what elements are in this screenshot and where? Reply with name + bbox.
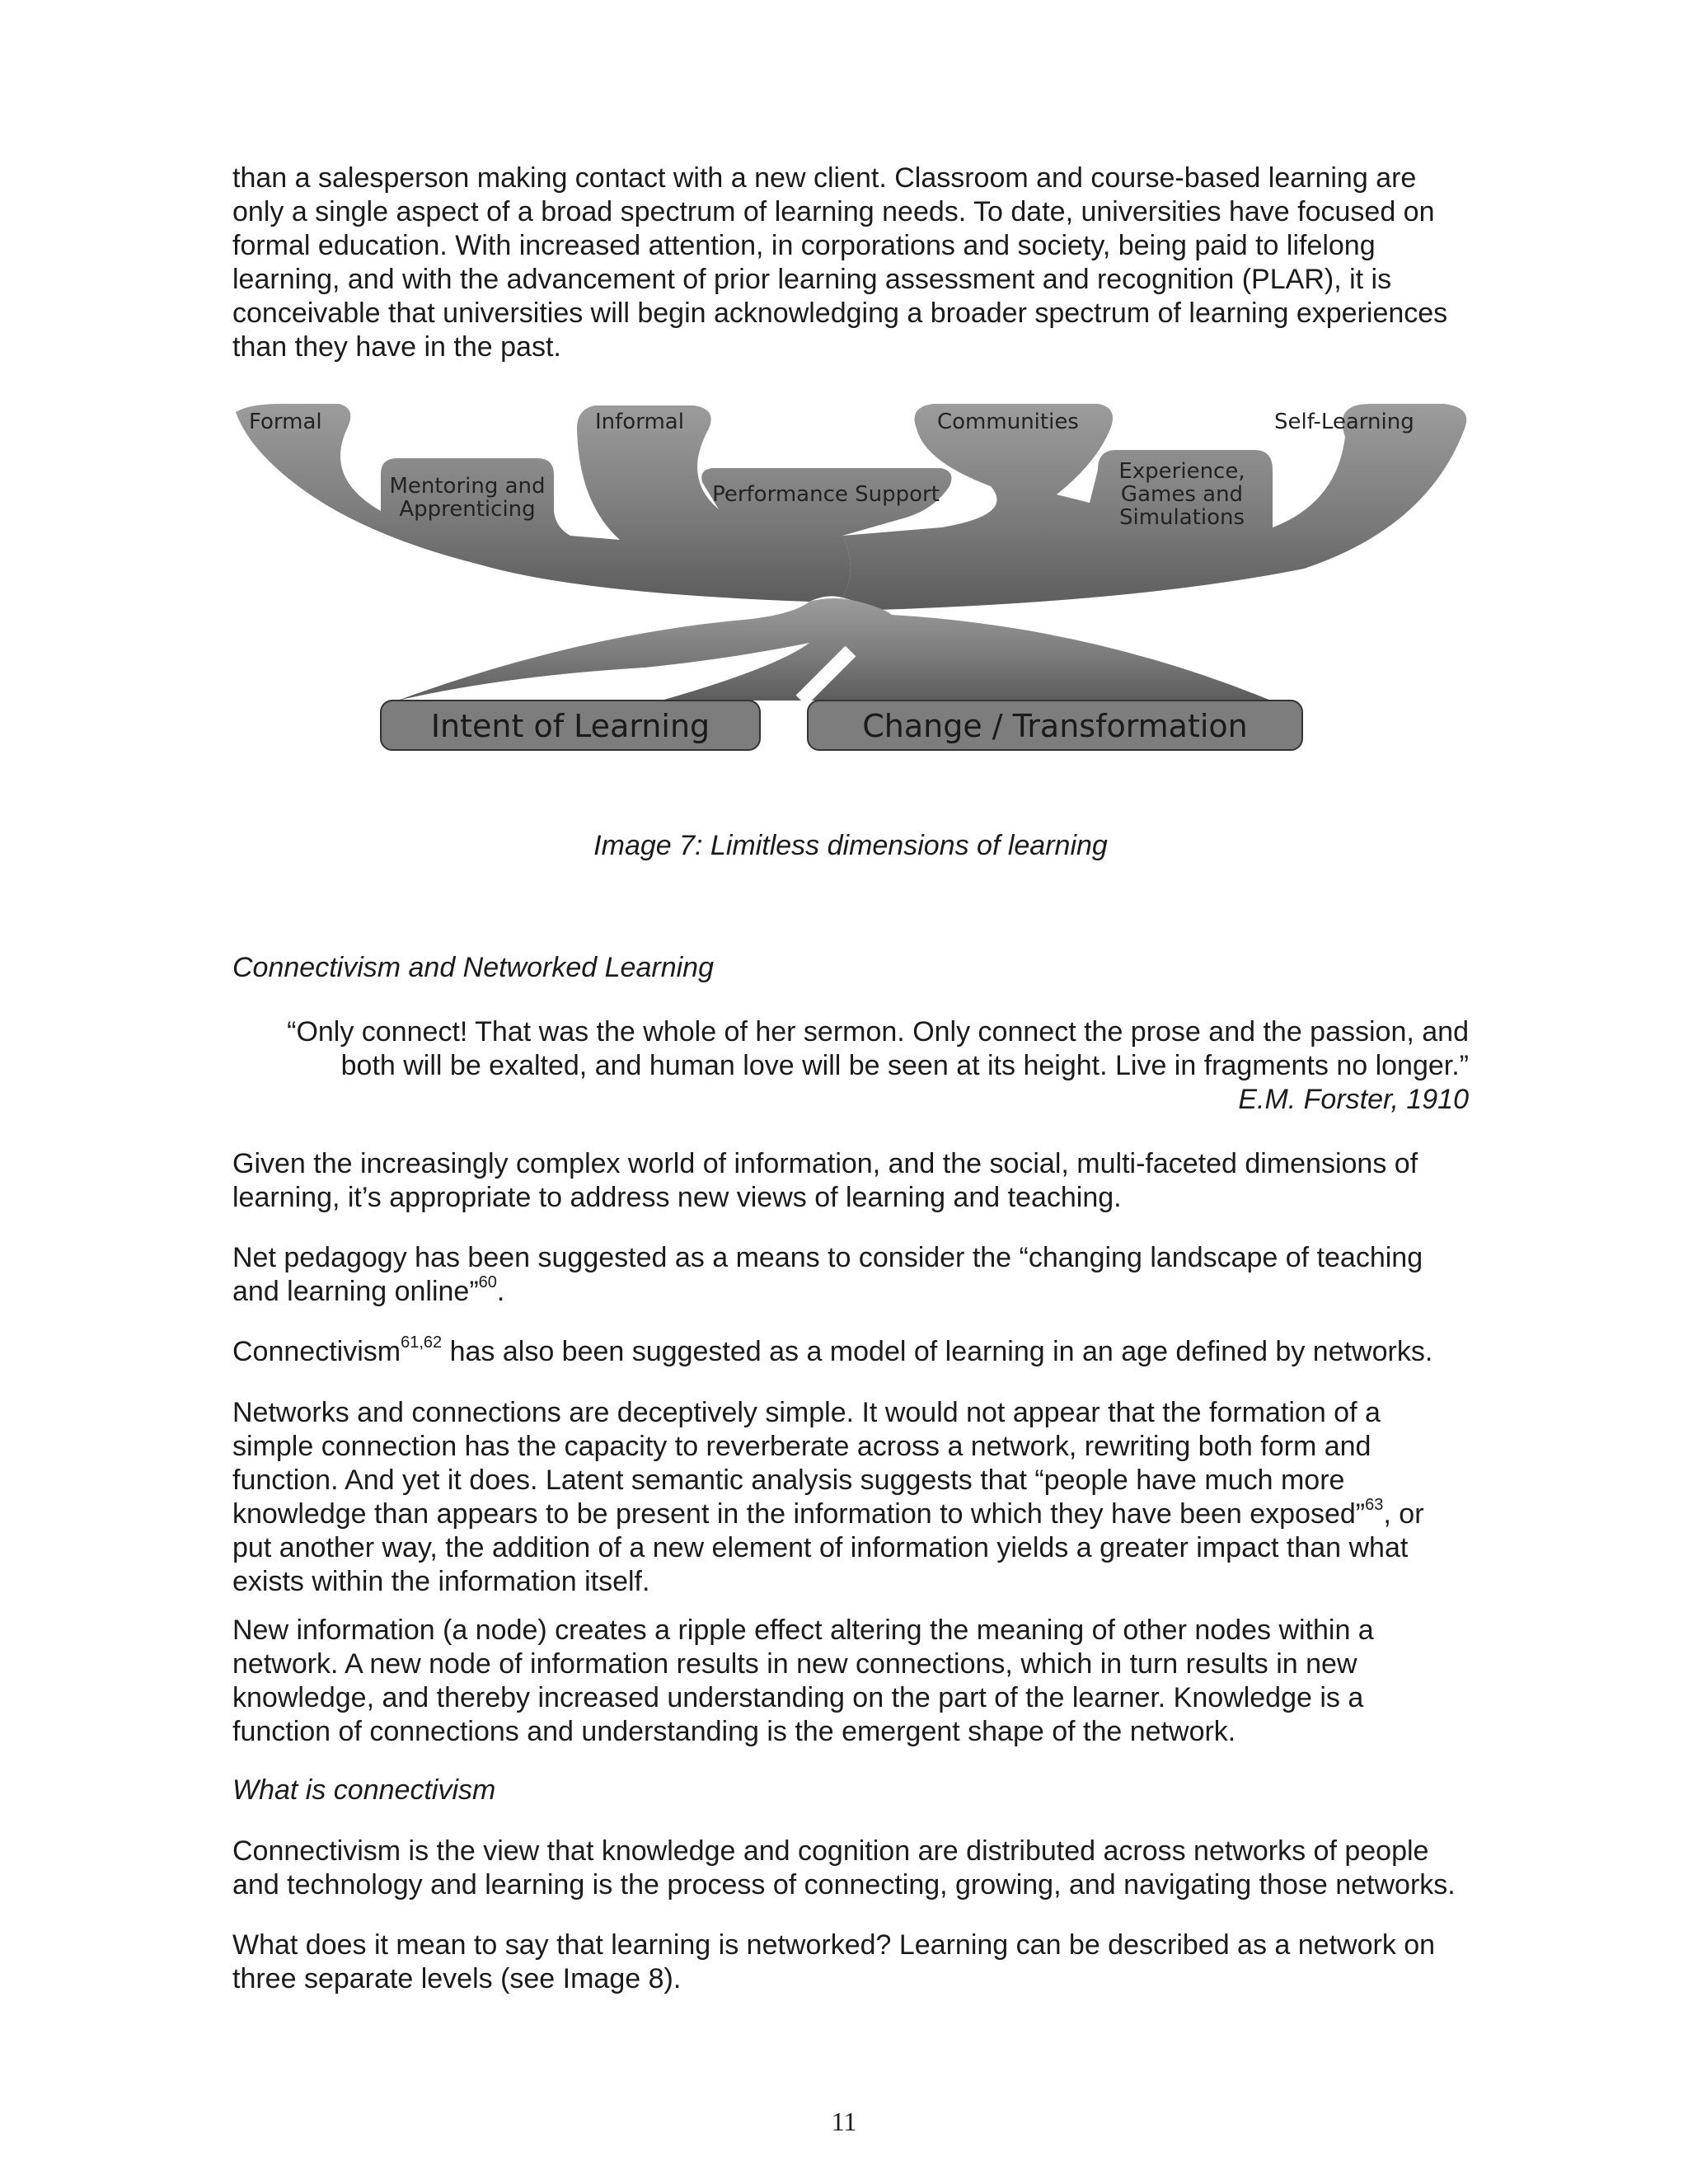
label-experience-line3: Simulations: [1118, 505, 1245, 530]
label-communities: Communities: [937, 410, 1079, 434]
paragraph-connectivism-model: [232, 1335, 1469, 1369]
paragraph-new-information: New information (a node) creates a ripple effect altering the meaning of other nodes within a network. A new node of information results in new connections, which in turn results in new knowledge, and thereby increased understanding on the part of the learner. Knowledge is a function of connections and understanding is the emergent shape of the network.: [232, 1615, 1374, 1747]
footnote-ref-63: 63: [1365, 1495, 1384, 1514]
footnote-ref-60: 60: [478, 1272, 497, 1291]
label-mentoring-line2: Apprenticing: [399, 497, 536, 522]
label-experience-line1: Experience,: [1118, 459, 1245, 484]
paragraph-connectivism-view: Connectivism is the view that knowledge and cognition are distributed across networks of people and technology and learning is the process of connecting, growing, and navigating those networks.: [232, 1835, 1456, 1900]
connectivism-model-text: has also been suggested as a model of learning in an age defined by networks.: [442, 1336, 1433, 1367]
label-mentoring-line1: Mentoring and: [389, 474, 546, 499]
networks-text: Networks and connections are deceptively simple. It would not appear that the formation of a simple connection has the capacity to reverberate across a network, rewriting both form and function. And yet it does. Latent semantic analysis suggests that “people have much more knowledge than appears to be present in the information to which they have been exposed”: [232, 1397, 1381, 1530]
block-quote: [282, 1015, 1469, 1117]
paragraph-complex-world: Given the increasingly complex world of information, and the social, multi-faceted dimensions of learning, it’s appropriate to address new views of learning and teaching.: [232, 1148, 1418, 1213]
net-pedagogy-text: Net pedagogy has been suggested as a means to consider the “changing landscape of teaching and learning online”: [232, 1242, 1423, 1307]
paragraph-learning-networked: What does it mean to say that learning is networked? Learning can be described as a network on three separate levels (see Image 8).: [232, 1929, 1436, 1994]
connectivism-word: Connectivism: [232, 1336, 401, 1367]
label-informal: Informal: [595, 410, 684, 434]
label-intent-of-learning: Intent of Learning: [430, 708, 710, 744]
label-change-transformation: Change / Transformation: [862, 708, 1248, 744]
paragraph-networks-connections: [232, 1396, 1469, 1599]
footnote-ref-61-62: 61,62: [401, 1333, 443, 1352]
quote-author: E.M. Forster, 1910: [1238, 1084, 1469, 1115]
paragraph-net-pedagogy: [232, 1241, 1469, 1309]
intro-paragraph: than a salesperson making contact with a new client. Classroom and course-based learning are only a single aspect of a broad spectrum of learning needs. To date, universities have focused on formal education. With increased attention, in corporations and society, being paid to lifelong learning, and with the advancement of prior learning assessment and recognition (PLAR), it is conceivable that universities will begin acknowledging a broader spectrum of learning experiences than they have in the past.: [232, 162, 1448, 363]
section-heading-connectivism: Connectivism and Networked Learning: [232, 952, 714, 983]
label-self-learning: Self-Learning: [1274, 410, 1414, 434]
net-pedagogy-end: .: [496, 1276, 505, 1307]
learning-dimensions-diagram: [232, 404, 1469, 766]
label-formal: Formal: [249, 410, 322, 434]
figure-caption: Image 7: Limitless dimensions of learning: [593, 830, 1108, 861]
page-number: 11: [831, 2107, 857, 2136]
label-experience-line2: Games and: [1120, 482, 1244, 507]
section-heading-what-is-connectivism: What is connectivism: [232, 1774, 496, 1806]
label-performance-support: Performance Support: [712, 482, 940, 507]
quote-line-1: “Only connect! That was the whole of her sermon. Only connect the prose and the passion, and: [287, 1016, 1469, 1047]
quote-line-2: both will be exalted, and human love will be seen at its height. Live in fragments no longer.”: [340, 1050, 1469, 1081]
networks-end: , or put another way, the addition of a new element of information yields a greater impact than what exists within the information itself.: [232, 1498, 1424, 1597]
